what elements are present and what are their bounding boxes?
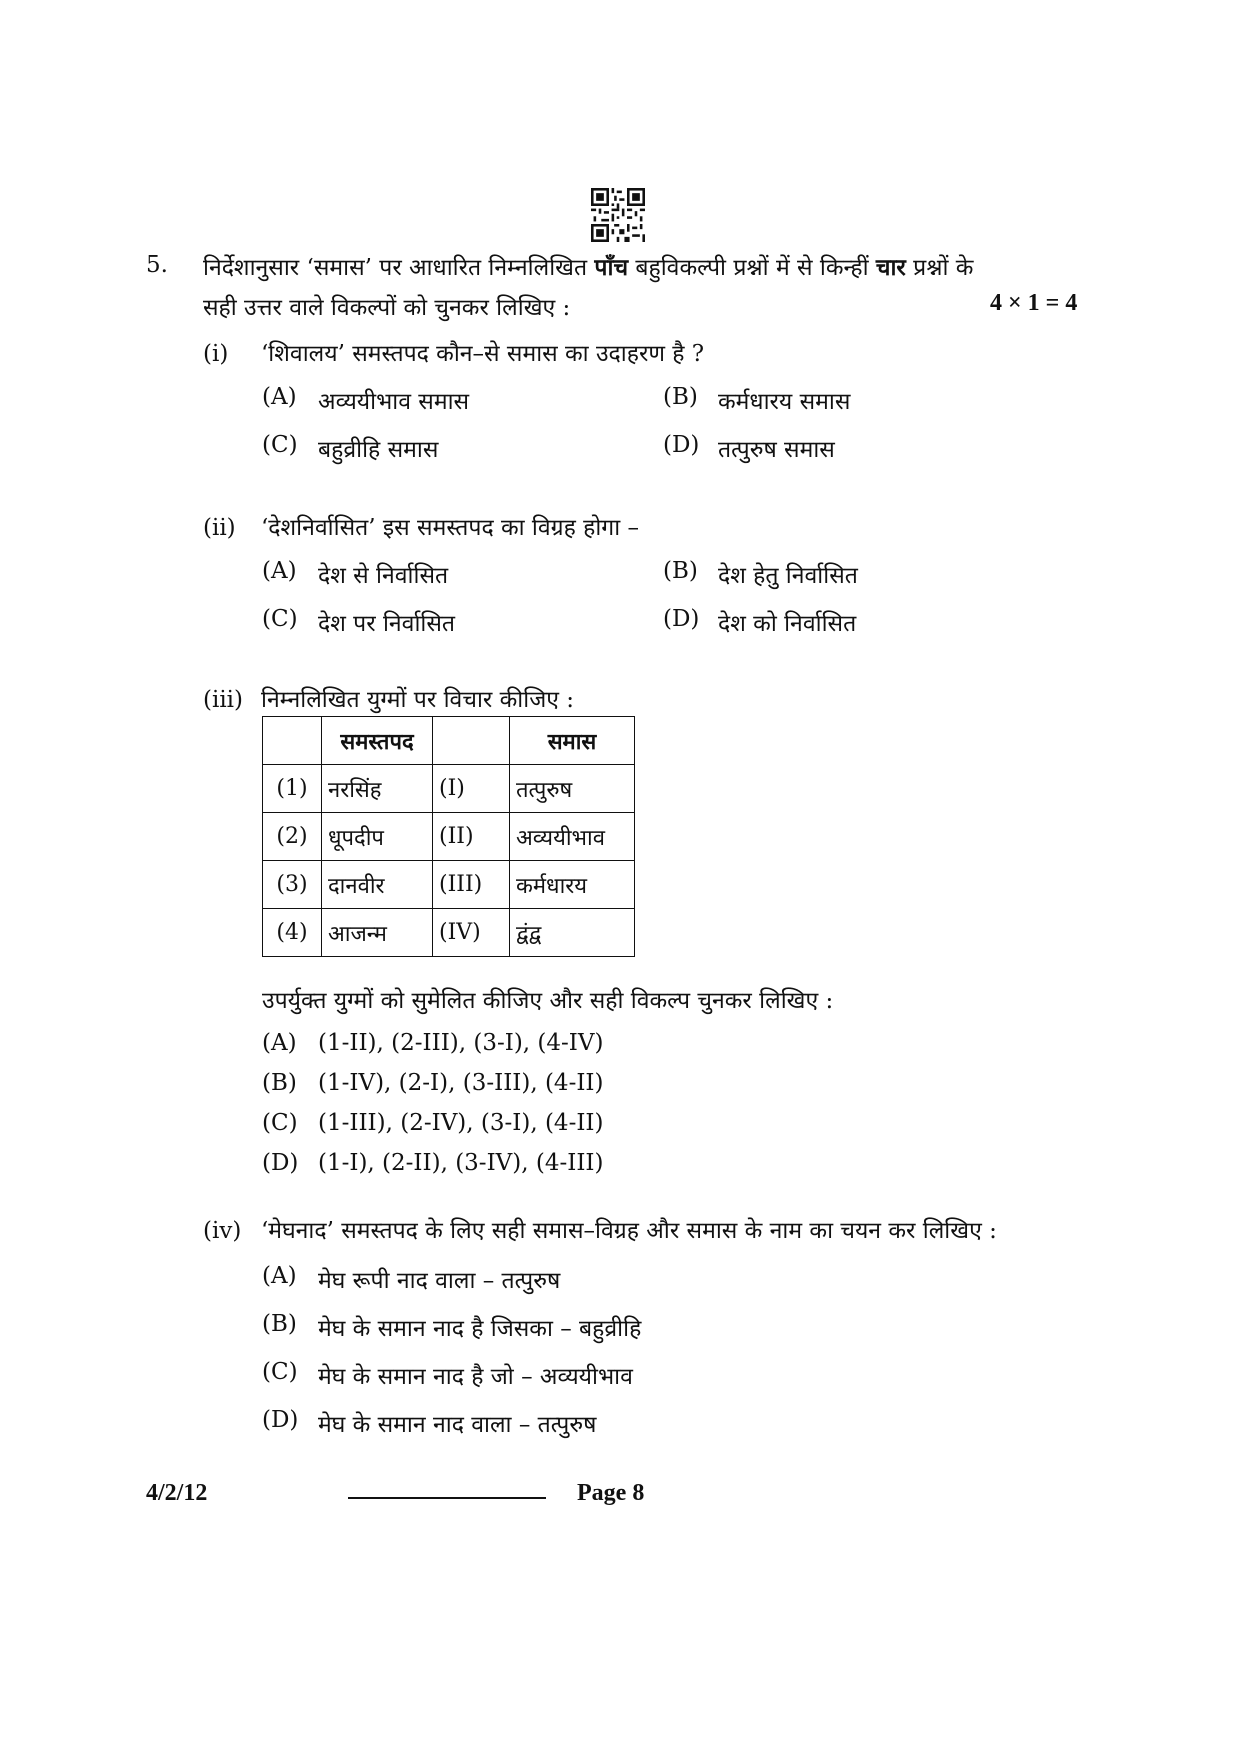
question-intro-line1 (203, 250, 973, 282)
subquestion-label: (iii) (203, 687, 244, 713)
option-label: (C) (262, 606, 298, 632)
intro-bold-five: पाँच (594, 254, 629, 281)
option-text: तत्पुरुष समास (718, 437, 835, 463)
subquestion-ii (203, 510, 639, 542)
option-text: (1-II), (2-III), (3-I), (4-IV) (318, 1030, 604, 1056)
table-row (263, 861, 635, 909)
option-text: देश हेतु निर्वासित (718, 563, 858, 589)
option-text: बहुव्रीहि समास (318, 437, 439, 463)
table-cell: अव्ययीभाव (510, 813, 635, 861)
subquestion-text: ‘देशनिर्वासित’ इस समस्तपद का विग्रह होगा – (261, 515, 640, 541)
table-header-row (263, 717, 635, 765)
table-cell: (2) (263, 813, 322, 861)
subquestion-text: ‘मेघनाद’ समस्तपद के लिए सही समास–विग्रह और समास के नाम का चयन कर लिखिए : (261, 1218, 997, 1244)
matching-instruction: उपर्युक्त युग्मों को सुमेलित कीजिए और सही विकल्प चुनकर लिखिए : (262, 988, 834, 1014)
option-label: (B) (663, 384, 698, 410)
intro-part: निर्देशानुसार ‘समास’ पर आधारित निम्नलिखित (203, 255, 595, 281)
subquestion-label: (i) (203, 341, 229, 367)
table-cell: तत्पुरुष (510, 765, 635, 813)
option-label: (A) (262, 558, 297, 584)
table-cell: धूपदीप (322, 813, 433, 861)
option-label: (D) (262, 1407, 299, 1433)
option-label: (D) (663, 432, 700, 458)
footer-divider (348, 1497, 546, 1499)
table-cell: (1) (263, 765, 322, 813)
table-header-cell (263, 717, 322, 765)
option-text: देश पर निर्वासित (318, 611, 456, 637)
option-text: कर्मधारय समास (718, 389, 851, 415)
option-label: (B) (262, 1311, 297, 1337)
subquestion-iii (203, 682, 574, 714)
option-text: (1-IV), (2-I), (3-III), (4-II) (318, 1070, 604, 1096)
option-label: (C) (262, 432, 298, 458)
option-label: (D) (262, 1150, 299, 1176)
matching-table (262, 716, 635, 957)
subquestion-label: (ii) (203, 515, 236, 541)
subquestion-label: (iv) (203, 1218, 242, 1244)
table-cell: कर्मधारय (510, 861, 635, 909)
table-row (263, 909, 635, 957)
question-marks: 4 × 1 = 4 (990, 290, 1078, 316)
option-label: (B) (262, 1070, 297, 1096)
intro-bold-four: चार (875, 254, 906, 281)
option-text: देश से निर्वासित (318, 563, 449, 589)
qr-code-icon (591, 188, 645, 242)
table-cell: (III) (433, 861, 510, 909)
subquestion-i (203, 336, 704, 368)
table-cell: द्वंद्व (510, 909, 635, 957)
intro-part: प्रश्नों के (905, 255, 974, 281)
option-text: अव्ययीभाव समास (318, 389, 470, 415)
option-label: (A) (262, 1263, 297, 1289)
paper-code: 4/2/12 (146, 1480, 208, 1506)
subquestion-iv (203, 1213, 997, 1245)
table-cell: (4) (263, 909, 322, 957)
table-cell: (3) (263, 861, 322, 909)
option-label: (A) (262, 384, 297, 410)
option-text: देश को निर्वासित (718, 611, 857, 637)
page-number: Page 8 (577, 1480, 645, 1506)
table-header-cell (433, 717, 510, 765)
subquestion-text: ‘शिवालय’ समस्तपद कौन–से समास का उदाहरण है ? (261, 341, 705, 367)
option-text: मेघ रूपी नाद वाला – तत्पुरुष (318, 1268, 561, 1294)
option-label: (C) (262, 1110, 298, 1136)
table-header-cell: समास (510, 717, 635, 765)
table-row (263, 813, 635, 861)
option-text: (1-III), (2-IV), (3-I), (4-II) (318, 1110, 604, 1136)
table-cell: (II) (433, 813, 510, 861)
subquestion-text: निम्नलिखित युग्मों पर विचार कीजिए : (261, 687, 575, 713)
table-cell: (I) (433, 765, 510, 813)
option-label: (C) (262, 1359, 298, 1385)
option-text: (1-I), (2-II), (3-IV), (4-III) (318, 1150, 604, 1176)
question-number: 5. (146, 252, 168, 278)
option-text: मेघ के समान नाद है जिसका – बहुव्रीहि (318, 1316, 642, 1342)
option-text: मेघ के समान नाद वाला – तत्पुरुष (318, 1412, 597, 1438)
table-cell: (IV) (433, 909, 510, 957)
table-row (263, 765, 635, 813)
option-text: मेघ के समान नाद है जो – अव्ययीभाव (318, 1364, 633, 1390)
table-cell: दानवीर (322, 861, 433, 909)
option-label: (B) (663, 558, 698, 584)
table-cell: नरसिंह (322, 765, 433, 813)
option-label: (D) (663, 606, 700, 632)
option-label: (A) (262, 1030, 297, 1056)
table-cell: आजन्म (322, 909, 433, 957)
intro-part: बहुविकल्पी प्रश्नों में से किन्हीं (628, 255, 876, 281)
table-header-cell: समस्तपद (322, 717, 433, 765)
question-intro-line2: सही उत्तर वाले विकल्पों को चुनकर लिखिए : (203, 295, 571, 321)
